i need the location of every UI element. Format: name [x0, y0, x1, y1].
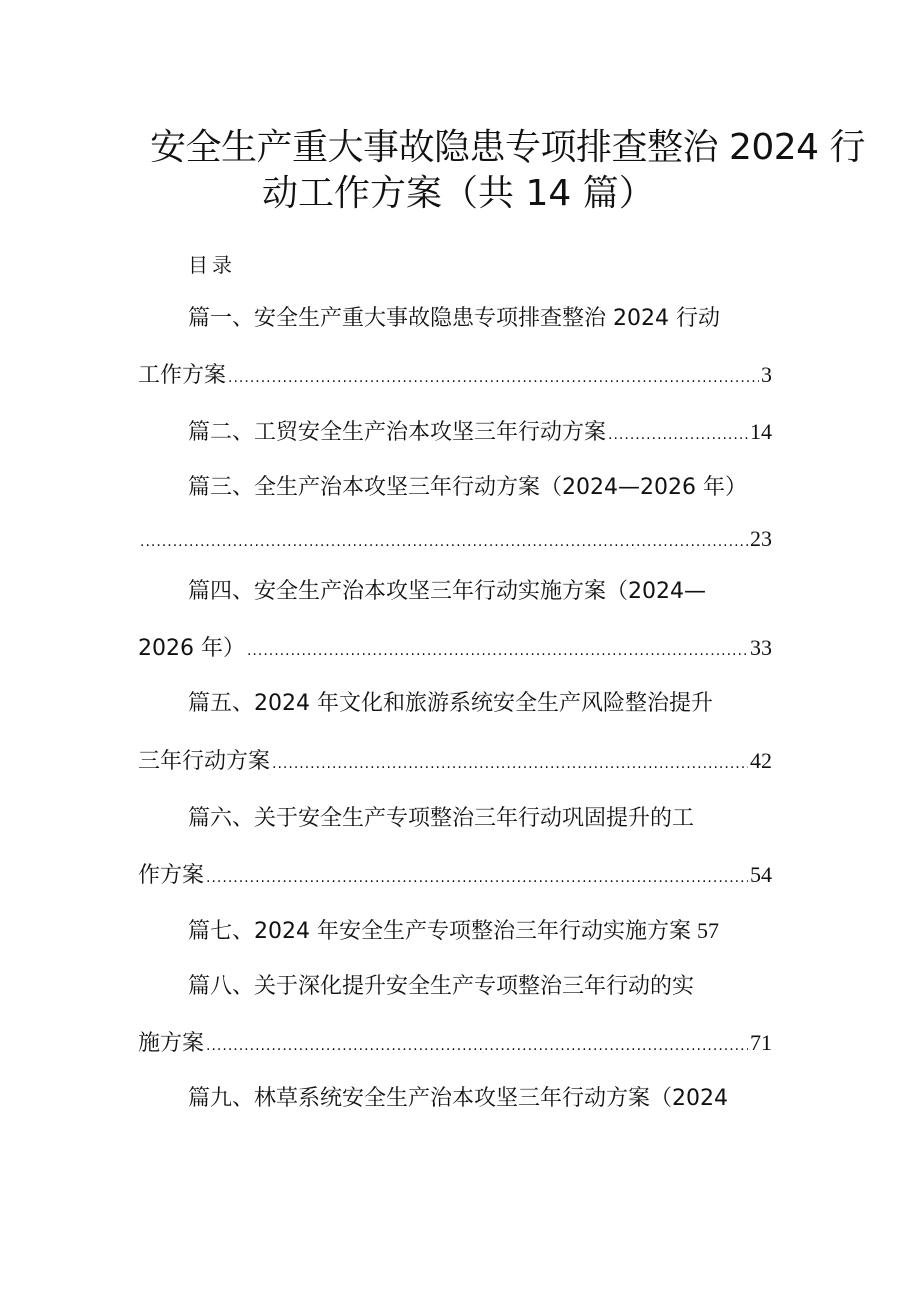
toc-entry-1-page: 3	[761, 362, 772, 387]
toc-entry-2-title: 篇二、工贸安全生产治本攻坚三年行动方案	[188, 420, 607, 445]
document-title-line-2: 动工作方案（共 14 篇）	[262, 173, 655, 214]
toc-leader-dots	[228, 362, 759, 394]
toc-entry-9-line-1: 篇九、林草系统安全生产治本攻坚三年行动方案（2024	[188, 1086, 728, 1111]
document-title-line-1: 安全生产重大事故隐患专项排查整治 2024 行	[150, 127, 866, 168]
toc-entry-1-line-1: 篇一、安全生产重大事故隐患专项排查整治 2024 行动	[188, 306, 720, 331]
toc-entry-4-page: 33	[750, 635, 772, 660]
toc-entry-6-line-1: 篇六、关于安全生产专项整治三年行动巩固提升的工	[188, 806, 695, 831]
toc-leader-dots	[140, 526, 748, 558]
toc-entry-3-line-2	[138, 523, 772, 558]
toc-entry-4-line-2	[138, 632, 772, 667]
toc-entry-5-line-2	[138, 745, 772, 780]
toc-entry-3-line-1: 篇三、全生产治本攻坚三年行动方案（2024—2026 年）	[188, 475, 747, 500]
toc-entry-1-line-2	[138, 359, 772, 394]
toc-entry-5-line-1: 篇五、2024 年文化和旅游系统安全生产风险整治提升	[188, 691, 713, 716]
toc-heading: 目录	[188, 253, 236, 277]
toc-leader-dots	[608, 419, 748, 451]
toc-entry-4-continuation: 2026 年）	[138, 636, 245, 661]
toc-entry-6-continuation: 作方案	[138, 863, 205, 888]
toc-leader-dots	[272, 748, 748, 780]
toc-entry-8-page: 71	[750, 1030, 772, 1055]
toc-entry-8-line-1: 篇八、关于深化提升安全生产专项整治三年行动的实	[188, 974, 695, 999]
toc-entry-7-title: 篇七、2024 年安全生产专项整治三年行动实施方案	[188, 919, 691, 944]
toc-entry-5-continuation: 三年行动方案	[138, 749, 271, 774]
toc-entry-6-page: 54	[750, 862, 772, 887]
toc-entry-4-line-1: 篇四、安全生产治本攻坚三年行动实施方案（2024—	[188, 579, 706, 604]
toc-entry-8-line-2	[138, 1027, 772, 1062]
toc-entry-7-page: 57	[696, 918, 719, 943]
toc-leader-dots	[206, 862, 748, 894]
toc-entry-3-page: 23	[750, 526, 772, 551]
toc-entry-2-page: 14	[750, 419, 772, 444]
toc-leader-dots	[247, 635, 748, 667]
toc-leader-dots	[206, 1030, 748, 1062]
toc-entry-2	[188, 416, 772, 451]
toc-entry-8-continuation: 施方案	[138, 1031, 205, 1056]
toc-entry-1-continuation: 工作方案	[138, 363, 227, 388]
toc-entry-6-line-2	[138, 859, 772, 894]
toc-entry-5-page: 42	[750, 748, 772, 773]
toc-entry-7	[188, 915, 772, 948]
